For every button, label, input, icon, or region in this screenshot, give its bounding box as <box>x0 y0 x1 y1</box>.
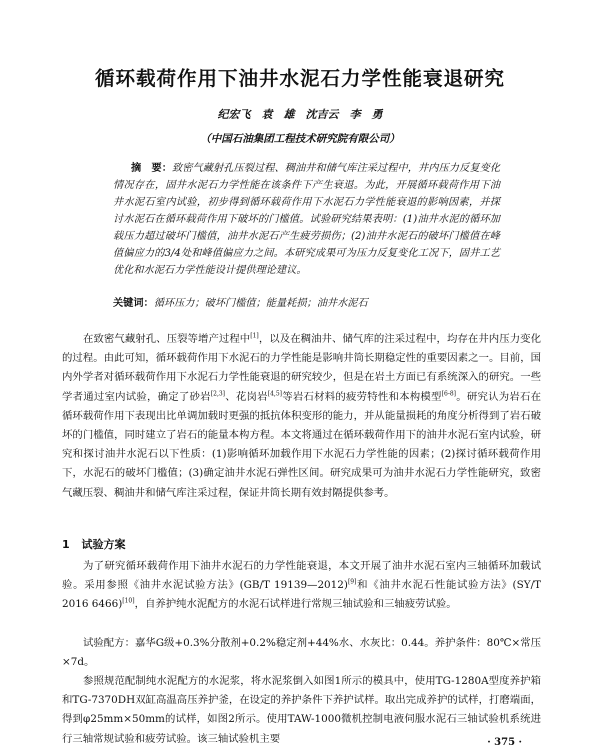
paper-title: 循环载荷作用下油井水泥石力学性能衰退研究 <box>94 67 505 90</box>
intro-text: ，以及在稠油井、储气库的注采过程中，均存在井内压力变化的过程。由此可知，循环载荷作用下水泥石的力学性能是影响井筒长期稳定性的重要因素之一。目前，国内外学者对循环载荷作用下水泥石力学性能衰退的研究较少，但是在岩土方面已有系统深入的研究。一些学者通过室内试验，确定了砂岩 <box>62 333 542 403</box>
formula-paragraph: 试验配方：嘉华G级+0.3%分散剂+0.2%稳定剂+44%水、水灰比：0.44。养护条件：80℃×常压×7d。 <box>62 637 541 669</box>
method-text: 为了研究循环载荷作用下油井水泥石的力学性能衰退，本文开展了油井水泥石室内三轴循环加载试验。采用参照《油井水泥试验方法》(GB/T 19139—2012) <box>62 560 541 592</box>
abstract-label: 摘 要： <box>131 162 173 174</box>
keywords-text: 循环压力；破坏门槛值；能量耗损；油井水泥石 <box>153 298 368 309</box>
keywords-label: 关键词： <box>113 297 154 309</box>
citation-ref: [2,3] <box>210 390 226 398</box>
intro-text: 等岩石材料的疲劳特性和本构模型 <box>282 390 442 403</box>
author-list: 纪宏飞 袁 雄 沈吉云 李 勇 <box>217 108 383 121</box>
method-paragraph <box>62 557 541 615</box>
intro-text: 在致密气藏射孔、压裂等增产过程中 <box>83 333 251 345</box>
abstract-text: 致密气藏射孔压裂过程、稠油井和储气库注采过程中，井内压力反复变化情况存在，固井水泥石力学性能在该条件下产生衰退。为此，开展循环载荷作用下油井水泥石室内试验，初步得到循环载荷作用下水泥石力学性能衰退的影响因素，并探讨水泥石在循环载荷作用下破坏的门槛值。试验研究结果表明：(1)油井水泥的循环加载压力超过破坏门槛值，油井水泥石产生疲劳损伤；(2)油井水泥石的破坏门槛值在峰值偏应力的3/4处和峰值偏应力之间。本研究成果可为压力反复变化工况下，固井工艺优化和水泥石力学性能设计提供理论建议。 <box>113 163 501 276</box>
citation-ref: [9] <box>347 578 357 586</box>
citation-ref: [6-8] <box>441 390 456 398</box>
abstract <box>113 160 500 279</box>
procedure-paragraph: 参照规范配制纯水泥配方的水泥浆，将水泥浆倒入如图1所示的模具中，使用TG-1280A型度养护箱和TG-7370DH双缸高温高压养护釜，在设定的养护条件下养护试样。取出完成养护的试样，打磨端面，得到φ25mm×50mm的试样，如图2所示。使用TAW-1000微机控制电液伺服水泥石三轴试验机系统进行三轴常规试验和疲劳试验。该三轴试验机主要 <box>62 675 541 745</box>
intro-text: 。研究认为岩石在循环载荷作用下表现出比单调加载时更强的抵抗体积变形的能力，并从能量损耗的角度分析得到了岩石破坏的门槛值，同时建立了岩石的能量本构方程。本文将通过在循环载荷作用下的油井水泥石室内试验，研究和探讨油井水泥石以下性质：(1)影响循环加载作用下水泥石力学性能的因素；(2)探讨循环载荷作用下，水泥石的破坏门槛值；(3)确定油井水泥石弹性区间。研究成果可为油井水泥石力学性能研究，致密气藏压裂、稠油井和储气库注采过程，保证井筒长期有效封隔提供参考。 <box>62 390 542 499</box>
intro-paragraph <box>62 330 541 503</box>
citation-ref: [1] <box>250 332 259 340</box>
page-number: · 375 · <box>487 737 522 748</box>
citation-ref: [4,5] <box>267 390 282 398</box>
affiliation: （中国石油集团工程技术研究院有限公司） <box>200 133 400 145</box>
method-text: ，自养护纯水泥配方的水泥石试样进行常规三轴试验和三轴疲劳试验。 <box>134 598 457 611</box>
section-heading <box>62 536 126 552</box>
intro-text: 、花岗岩 <box>225 390 268 403</box>
method-text: 和《油井水泥石性能试验方法》(SY/T 2016 6466) <box>62 579 541 611</box>
citation-ref: [10] <box>122 597 135 605</box>
section-title: 试验方案 <box>81 538 126 551</box>
section-number: 1 <box>62 538 70 551</box>
keywords <box>113 295 500 312</box>
